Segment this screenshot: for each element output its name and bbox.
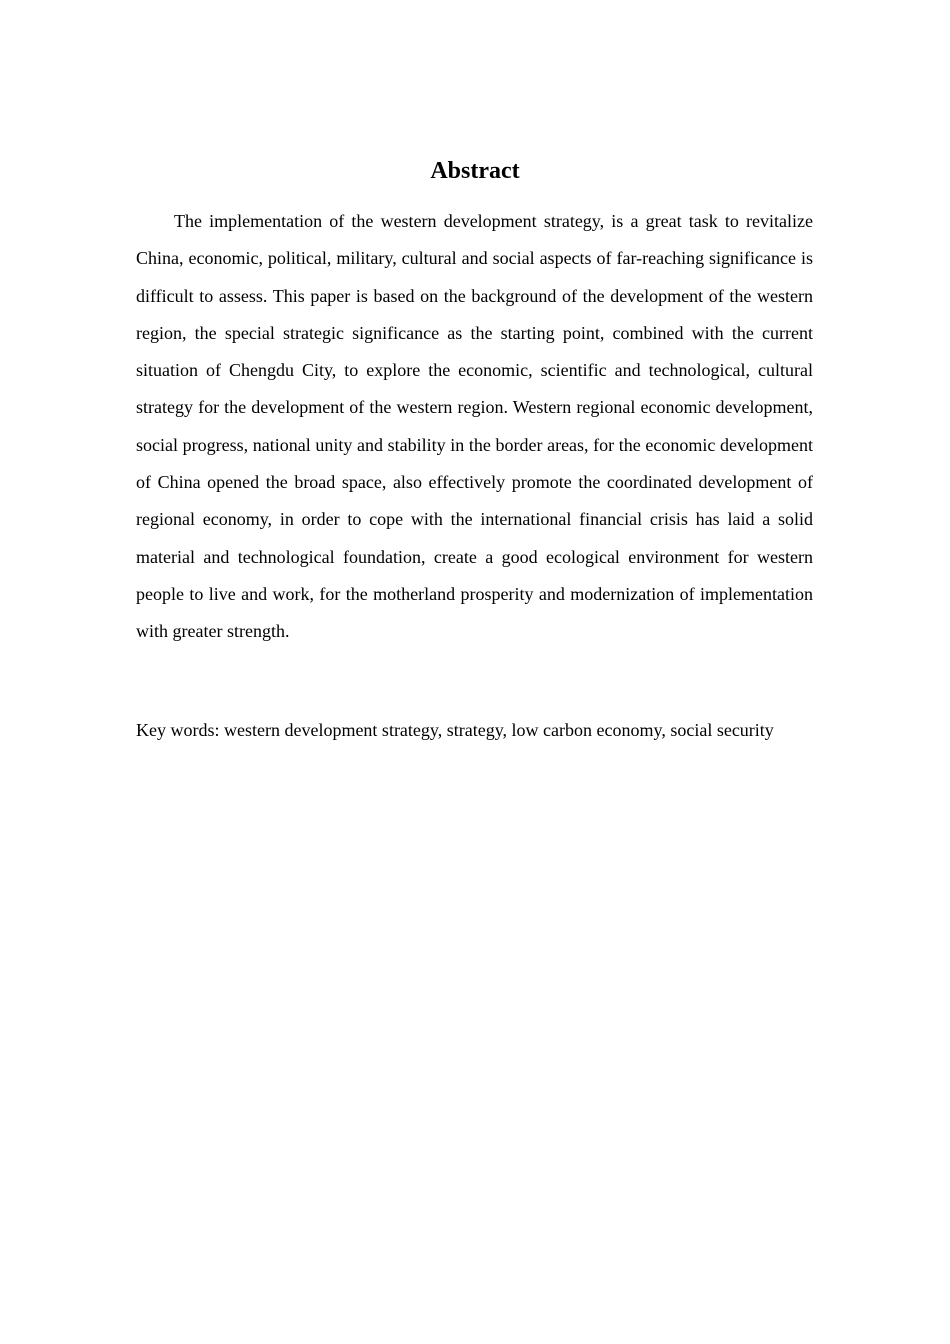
abstract-title: Abstract bbox=[430, 158, 520, 184]
keywords-line: Key words: western development strategy, strategy, low carbon economy, social security bbox=[136, 720, 774, 740]
abstract-body: The implementation of the western development strategy, is a great task to revitalize China, economic, political, military, cultural and social aspects of far-reaching significance is difficult to assess. This paper is based on the background of the development of the western region, the special strategic significance as the starting point, combined with the current situation of Chengdu City, to explore the economic, scientific and technological, cultural strategy for the development of the western region. Western regional economic development, social progress, national unity and stability in the border areas, for the economic development of China opened the broad space, also effectively promote the coordinated development of regional economy, in order to cope with the international financial crisis has laid a solid material and technological foundation, create a good ecological environment for western people to live and work, for the motherland prosperity and modernization of implementation with greater strength. bbox=[136, 211, 813, 642]
